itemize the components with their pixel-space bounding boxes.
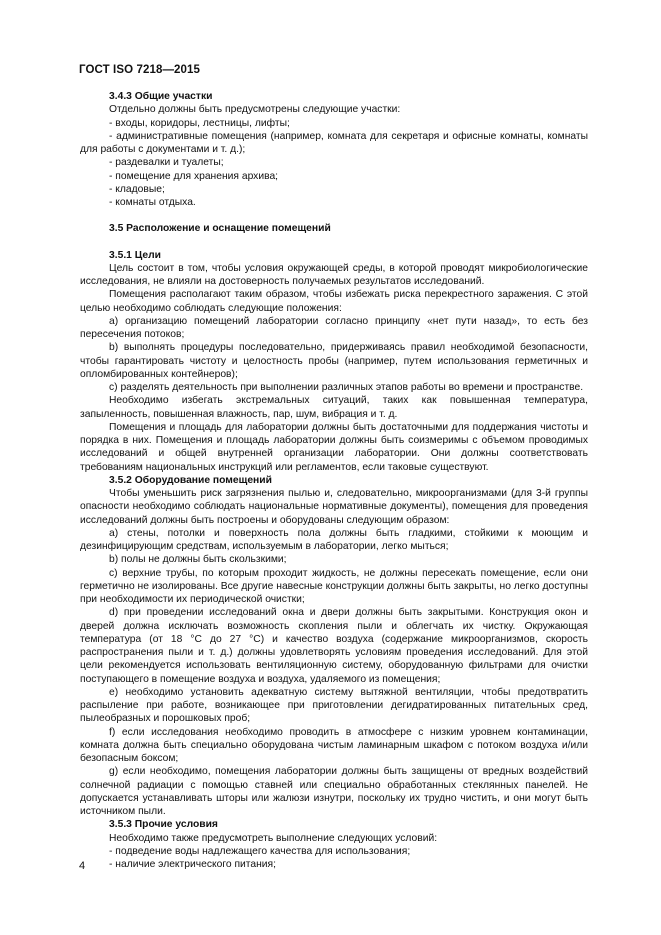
list-item: - раздевалки и туалеты; (109, 157, 224, 169)
paragraph: Помещения располагают таким образом, чтобы избежать риска перекрестного заражения. С этой целью необходимо соблюдать следующие положения: (80, 289, 588, 314)
list-item: - комнаты отдыха. (109, 197, 196, 208)
paragraph: Отдельно должны быть предусмотрены следующие участки: (109, 104, 401, 116)
list-item: f) если исследования необходимо проводить в атмосфере с низким уровнем контаминации, комната должна быть специально оборудована чистым ламинарным шкафом с потоком воздуха и/или безопасным боксом; (80, 726, 588, 764)
list-item: - кладовые; (109, 183, 165, 195)
list-item: - помещение для хранения архива; (109, 170, 279, 182)
paragraph: Цель состоит в том, чтобы условия окружающей среды, в которой проводят микробиологические исследования, не влияли на достоверность получаемых результатов исследований. (80, 262, 588, 287)
paragraph: Помещения и площадь для лаборатории должны быть достаточными для поддержания чистоты и порядка в них. Помещения и площадь лаборатории должны быть соизмеримы с объемом проводимых исследований и общей внутренней организации лаборатории. Они должны соответствовать требованиям национальных инструкций или регламентов, если таковые существуют. (80, 421, 588, 473)
paragraph: Необходимо избегать экстремальных ситуаций, таких как повышенная температура, запыленность, повышенная влажность, пар, шум, вибрация и т. д. (80, 395, 588, 420)
section-heading-3-4-3: 3.4.3 Общие участки (109, 91, 213, 102)
document-body (80, 90, 588, 871)
section-heading-3-5-3: 3.5.3 Прочие условия (109, 819, 218, 831)
standard-header: ГОСТ ISO 7218—2015 (79, 64, 201, 76)
paragraph: Необходимо также предусмотреть выполнение следующих условий: (109, 832, 438, 844)
list-item: c) разделять деятельность при выполнении различных этапов работы во времени и пространстве. (109, 382, 584, 393)
list-item: a) стены, потолки и поверхность пола должны быть гладкими, стойкими к моющим и дезинфицирующим средствам, используемым в лаборатории, легко мыться; (80, 527, 588, 552)
list-item: - административные помещения (например, комната для секретаря и офисные комнаты, комнаты для работы с документами и т. д.); (80, 130, 588, 155)
section-heading-3-5-2: 3.5.2 Оборудование помещений (109, 474, 272, 486)
list-item: b) полы не должны быть скользкими; (109, 554, 287, 566)
list-item: b) выполнять процедуры последовательно, придерживаясь правил необходимой безопасности, чтобы гарантировать чистоту и целостность пробы (например, путем использования герметичных и опломбированных контейнеров); (80, 342, 588, 380)
list-item: g) если необходимо, помещения лаборатории должны быть защищены от вредных воздействий солнечной радиации с помощью ставней или специально обработанных стеклянных панелей. Не допускается устанавливать шторы или жалюзи изнутри, поскольку их трудно чистить, и они могут быть источником пыли. (80, 766, 588, 817)
page-number: 4 (79, 860, 86, 872)
list-item: e) необходимо установить адекватную систему вытяжной вентиляции, чтобы предотвратить распыление при работе, возникающее при приготовлении дегидратированных питательных сред, пылеобразных и порошковых проб; (80, 686, 588, 725)
section-heading-3-5-1: 3.5.1 Цели (109, 249, 162, 261)
list-item: - входы, коридоры, лестницы, лифты; (109, 117, 290, 129)
list-item: - подведение воды надлежащего качества для использования; (109, 845, 411, 857)
section-heading-3-5: 3.5 Расположение и оснащение помещений (109, 223, 331, 235)
list-item: d) при проведении исследований окна и двери должны быть закрытыми. Конструкция окон и дверей должна исключать возможность скопления пыли и облегчать их чистку. Окружающая температура (от 18 °С до 27 °С) и качество воздуха (содержание микроорганизмов, скорость распространения пыли и т. д.) должны удовлетворять условиям проведения исследований. Для этой цели рекомендуется использовать вентиляционную систему, оборудованную фильтрами для очистки поступающего в помещение воздуха и воздуха, удаляемого из помещения; (80, 607, 588, 685)
paragraph: Чтобы уменьшить риск загрязнения пылью и, следовательно, микроорганизмами (для 3-й группы опасности необходимо соблюдать национальные нормативные документы), помещения для проведения исследований должны быть построены и оборудованы следующим образом: (80, 488, 588, 526)
list-item: a) организацию помещений лаборатории согласно принципу «нет пути назад», то есть без пересечения потоков; (80, 315, 588, 340)
list-item: c) верхние трубы, по которым проходит жидкость, не должны пересекать помещение, если они герметично не изолированы. Все другие навесные конструкции должны быть закрыты, но легко доступны при необходимости их периодической очистки; (80, 567, 589, 605)
list-item: - наличие электрического питания; (109, 859, 276, 870)
